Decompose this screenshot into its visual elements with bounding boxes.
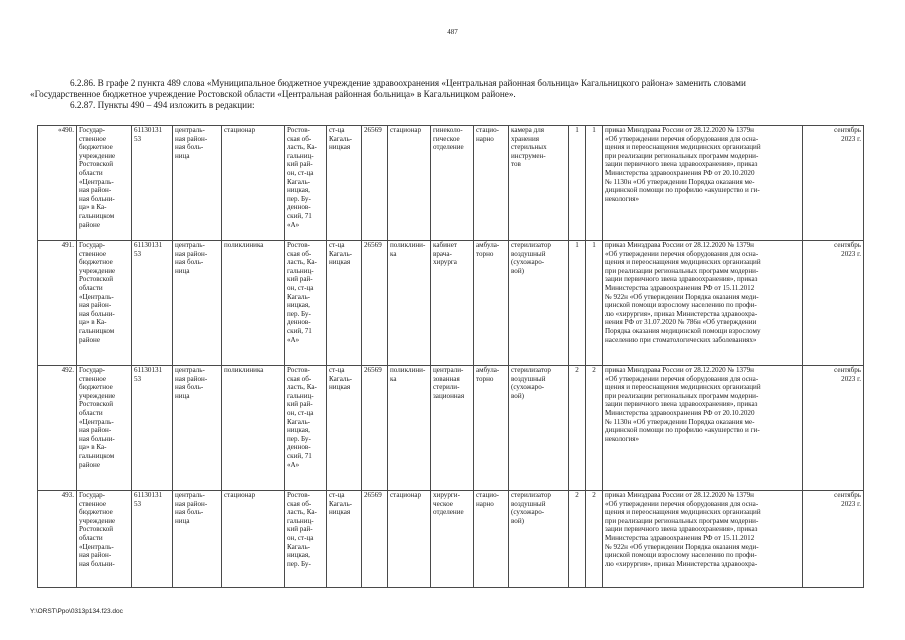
paragraph-6-2-86: 6.2.86. В графе 2 пункта 489 слова «Муниципальное бюджетное учреждение здравоохранения «Центральная районная больница» Кагальницкого района» заменить словами xyxy=(70,78,746,88)
row-number: 493. xyxy=(38,491,77,588)
facility-type: стационар xyxy=(222,126,285,241)
inn-code: 61130131 53 xyxy=(132,126,173,241)
department: гинеколо- гическое отделение xyxy=(431,126,474,241)
legal-basis: приказ Минздрава России от 28.12.2020 № 1379н «Об утверждении перечня оборудования для осна- щения и переоснащения медицинских организаций при реализации региональных программ модерни- зации первичного звена здравоохранения», приказ Министерства здравоохранения РФ от 20.10.2020 № 1130н «Об утверждении Порядка оказания ме- дицинской помощи по профилю «акушерство и ги- некология» xyxy=(603,126,803,241)
settlement-code: 26569 xyxy=(362,491,388,588)
deadline: сентябрь 2023 г. xyxy=(803,491,864,588)
unit: стационар xyxy=(388,126,431,241)
equipment: стерилизатор воздушный (сухожаро- вой) xyxy=(509,366,569,491)
settlement: ст-ца Кагаль- ницкая xyxy=(327,241,362,366)
inn-code: 61130131 53 xyxy=(132,366,173,491)
document-file-path: Y:\ORST\Ppo\0313p134.f23.doc xyxy=(30,608,123,615)
address: Ростов- ская об- ласть, Ка- гальниц- кий рай- он, ст-ца Кагаль- ницкая, пер. Бу- деннов- ский, 71 «А» xyxy=(285,126,327,241)
department: хирурги- ческое отделение xyxy=(431,491,474,588)
row-number: «490. xyxy=(38,126,77,241)
unit: поликлини- ка xyxy=(388,366,431,491)
quantity-b: 1 xyxy=(586,126,603,241)
deadline: сентябрь 2023 г. xyxy=(803,366,864,491)
care-mode: стацио- нарно xyxy=(474,491,509,588)
page-number: 487 xyxy=(447,28,458,36)
equipment: камера для хранения стерильных инструмен- тов xyxy=(509,126,569,241)
settlement-code: 26569 xyxy=(362,241,388,366)
amendment-table xyxy=(37,125,864,588)
quantity-a: 1 xyxy=(569,241,586,366)
legal-basis: приказ Минздрава России от 28.12.2020 № 1379н «Об утверждении перечня оборудования для осна- щения и переоснащения медицинских организаций при реализации региональных программ модерни- зации первичного звена здравоохранения», приказ Министерства здравоохранения РФ от 20.10.2020 № 1130н «Об утверждении Порядка оказания ме- дицинской помощи по профилю «акушерство и ги- некология» xyxy=(603,366,803,491)
department: кабинет врача- хирурга xyxy=(431,241,474,366)
row-number: 492. xyxy=(38,366,77,491)
organization-name: Государ- ственное бюджетное учреждение Ростовской области «Централь- ная район- ная больни- ца» в Ка- гальницком районе xyxy=(77,241,132,366)
quantity-b: 2 xyxy=(586,491,603,588)
unit: поликлини- ка xyxy=(388,241,431,366)
unit: стационар xyxy=(388,491,431,588)
short-name: централь- ная район- ная боль- ница xyxy=(173,126,222,241)
facility-type: стационар xyxy=(222,491,285,588)
quantity-b: 1 xyxy=(586,241,603,366)
address: Ростов- ская об- ласть, Ка- гальниц- кий рай- он, ст-ца Кагаль- ницкая, пер. Бу- xyxy=(285,491,327,588)
care-mode: амбула- торно xyxy=(474,241,509,366)
table-row xyxy=(38,366,864,491)
inn-code: 61130131 53 xyxy=(132,491,173,588)
quantity-a: 2 xyxy=(569,366,586,491)
address: Ростов- ская об- ласть, Ка- гальниц- кий рай- он, ст-ца Кагаль- ницкая, пер. Бу- деннов- ский, 71 «А» xyxy=(285,366,327,491)
legal-basis: приказ Минздрава России от 28.12.2020 № 1379н «Об утверждении перечня оборудования для осна- щения и переоснащения медицинских организаций при реализации региональных программ модерни- зации первичного звена здравоохранения», приказ Министерства здравоохранения РФ от 15.11.2012 № 922н «Об утверждении Порядка оказания меди- цинской помощи взрослому населению по профи- лю «хирургия», приказ Министерства здравоохра- xyxy=(603,491,803,588)
settlement: ст-ца Кагаль- ницкая xyxy=(327,126,362,241)
settlement: ст-ца Кагаль- ницкая xyxy=(327,491,362,588)
care-mode: стацио- нарно xyxy=(474,126,509,241)
care-mode: амбула- торно xyxy=(474,366,509,491)
short-name: централь- ная район- ная боль- ница xyxy=(173,241,222,366)
equipment: стерилизатор воздушный (сухожаро- вой) xyxy=(509,241,569,366)
settlement-code: 26569 xyxy=(362,126,388,241)
legal-basis: приказ Минздрава России от 28.12.2020 № 1379н «Об утверждении перечня оборудования для осна- щения и переоснащения медицинских организаций при реализации региональных программ модерни- зации первичного звена здравоохранения», приказ Министерства здравоохранения РФ от 15.11.2012 № 922н «Об утверждении Порядка оказания меди- цинской помощи взрослому населению по профи- лю «хирургия», приказ Министерства здравоохра- нения РФ от 31.07.2020 № 786н «Об утверждении Порядка оказания медицинской помощи взрослому населению при стоматологических заболеваниях» xyxy=(603,241,803,366)
settlement: ст-ца Кагаль- ницкая xyxy=(327,366,362,491)
short-name: централь- ная район- ная боль- ница xyxy=(173,491,222,588)
quantity-b: 2 xyxy=(586,366,603,491)
short-name: централь- ная район- ная боль- ница xyxy=(173,366,222,491)
facility-type: поликлиника xyxy=(222,241,285,366)
organization-name: Государ- ственное бюджетное учреждение Ростовской области «Централь- ная район- ная больни- ца» в Ка- гальницком районе xyxy=(77,366,132,491)
row-number: 491. xyxy=(38,241,77,366)
paragraph-6-2-87: 6.2.87. Пункты 490 – 494 изложить в редакции: xyxy=(70,100,255,110)
table-row xyxy=(38,126,864,241)
organization-name: Государ- ственное бюджетное учреждение Ростовской области «Централь- ная район- ная больни- ца» в Ка- гальницком районе xyxy=(77,126,132,241)
quantity-a: 1 xyxy=(569,126,586,241)
department: централи- зованная стерили- зационная xyxy=(431,366,474,491)
settlement-code: 26569 xyxy=(362,366,388,491)
table-row xyxy=(38,241,864,366)
address: Ростов- ская об- ласть, Ка- гальниц- кий рай- он, ст-ца Кагаль- ницкая, пер. Бу- деннов- ский, 71 «А» xyxy=(285,241,327,366)
quantity-a: 2 xyxy=(569,491,586,588)
inn-code: 61130131 53 xyxy=(132,241,173,366)
organization-name: Государ- ственное бюджетное учреждение Ростовской области «Централь- ная район- ная больни- xyxy=(77,491,132,588)
deadline: сентябрь 2023 г. xyxy=(803,126,864,241)
facility-type: поликлиника xyxy=(222,366,285,491)
deadline: сентябрь 2023 г. xyxy=(803,241,864,366)
paragraph-6-2-86-continuation: «Государственное бюджетное учреждение Ростовской области «Центральная районная больница» в Кагальницком районе». xyxy=(30,89,516,99)
table-row xyxy=(38,491,864,588)
equipment: стерилизатор воздушный (сухожаро- вой) xyxy=(509,491,569,588)
